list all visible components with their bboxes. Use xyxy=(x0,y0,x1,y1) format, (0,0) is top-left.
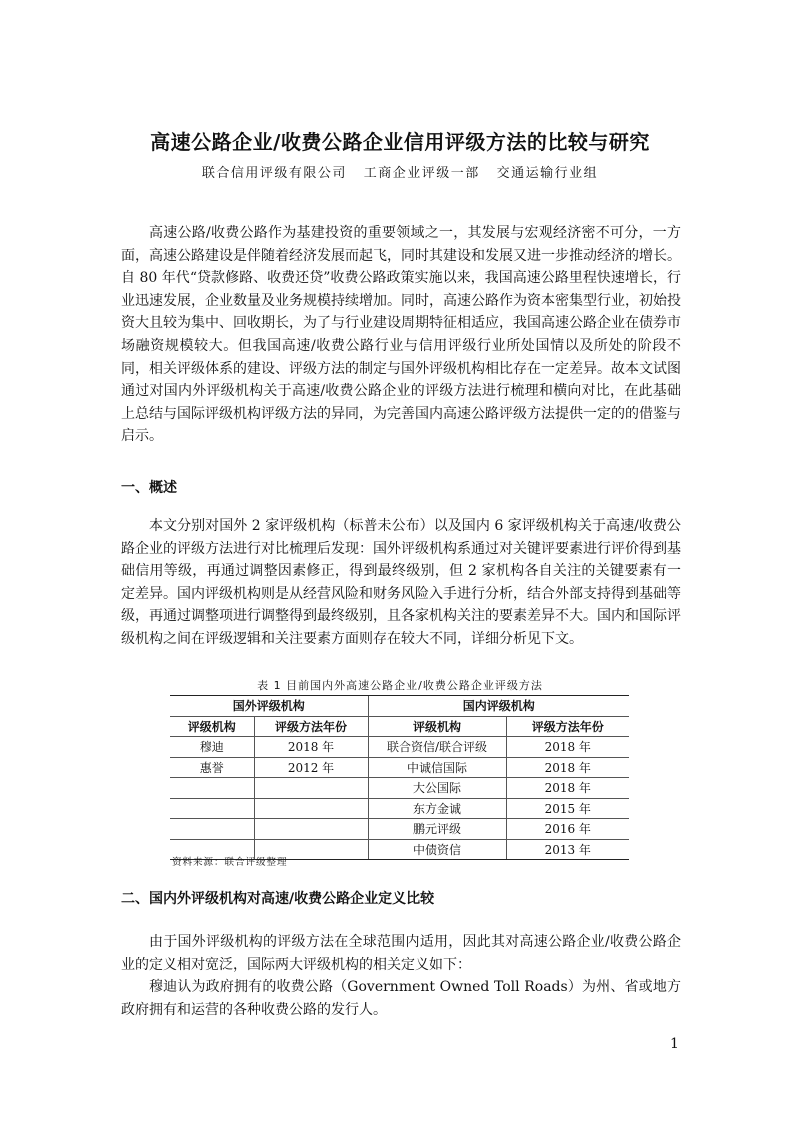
table-row xyxy=(170,757,629,778)
section-2-paragraph-2: 穆迪认为政府拥有的收费公路（Government Owned Toll Roads）为州、省或地方政府拥有和运营的各种收费公路的发行人。 xyxy=(121,979,681,1018)
domestic-year-cell: 2016 年 xyxy=(506,819,629,840)
document-title: 高速公路企业/收费公路企业信用评级方法的比较与研究 xyxy=(150,130,650,154)
table-column-header-row xyxy=(170,716,629,737)
column-header-agency: 评级机构 xyxy=(170,716,254,737)
section-2-paragraph-1: 由于国外评级机构的评级方法在全球范围内适用，因此其对高速公路企业/收费公路企业的定义相对宽泛，国际两大评级机构的相关定义如下： xyxy=(121,934,681,973)
foreign-agency-cell xyxy=(170,778,254,799)
domestic-agency-cell: 中债资信 xyxy=(368,839,506,860)
foreign-year-cell: 2018 年 xyxy=(254,737,368,758)
table-source-note: 资料来源：联合评级整理 xyxy=(172,857,288,868)
domestic-agency-cell: 中诚信国际 xyxy=(368,757,506,778)
section-2-heading: 二、国内外评级机构对高速/收费公路企业定义比较 xyxy=(121,891,435,907)
foreign-year-cell xyxy=(254,819,368,840)
foreign-year-cell: 2012 年 xyxy=(254,757,368,778)
column-header-agency: 评级机构 xyxy=(368,716,506,737)
domestic-agencies-header: 国内评级机构 xyxy=(368,696,629,717)
foreign-agency-cell xyxy=(170,798,254,819)
domestic-year-cell: 2018 年 xyxy=(506,757,629,778)
table-row xyxy=(170,798,629,819)
foreign-agencies-header: 国外评级机构 xyxy=(170,696,368,717)
intro-paragraph: 高速公路/收费公路作为基建投资的重要领域之一，其发展与宏观经济密不可分，一方面，高速公路建设是伴随着经济发展而起飞，同时其建设和发展又进一步推动经济的增长。自 80 年代“贷款修路、收费还贷”收费公路政策实施以来，我国高速公路里程快速增长，行业迅速发展，企业数量及业务规模持续增加。同时，高速公路作为资本密集型行业，初始投资大且较为集中、回收期长，为了与行业建设周期特征相适应，我国高速公路企业在债券市场融资规模较大。但我国高速/收费公路行业与信用评级行业所处国情以及所处的阶段不同，相关评级体系的建设、评级方法的制定与国外评级机构相比存在一定差异。故本文试图通过对国内外评级机构关于高速/收费公路企业的评级方法进行梳理和横向对比，在此基础上总结与国际评级机构评级方法的异同，为完善国内高速公路评级方法提供一定的的借鉴与启示。 xyxy=(121,225,681,445)
domestic-agency-cell: 鹏元评级 xyxy=(368,819,506,840)
column-header-year: 评级方法年份 xyxy=(254,716,368,737)
document-authors: 联合信用评级有限公司 工商企业评级一部 交通运输行业组 xyxy=(201,166,599,181)
section-1-heading: 一、概述 xyxy=(121,480,177,496)
rating-methods-table xyxy=(170,695,629,860)
foreign-year-cell xyxy=(254,798,368,819)
domestic-year-cell: 2013 年 xyxy=(506,839,629,860)
domestic-agency-cell: 东方金诚 xyxy=(368,798,506,819)
foreign-agency-cell: 穆迪 xyxy=(170,737,254,758)
foreign-agency-cell xyxy=(170,819,254,840)
domestic-year-cell: 2018 年 xyxy=(506,778,629,799)
table-group-header-row xyxy=(170,696,629,717)
section-1-paragraph: 本文分别对国外 2 家评级机构（标普未公布）以及国内 6 家评级机构关于高速/收费公路企业的评级方法进行对比梳理后发现：国外评级机构系通过对关键评要素进行评价得到基础信用等级，再通过调整因素修正，得到最终级别，但 2 家机构各自关注的关键要素有一定差异。国内评级机构则是从经营风险和财务风险入手进行分析，结合外部支持得到基础等级，再通过调整项进行调整得到最终级别，且各家机构关注的要素差异不大。国内和国际评级机构之间在评级逻辑和关注要素方面则存在较大不同，详细分析见下文。 xyxy=(121,518,681,647)
foreign-agency-cell: 惠誉 xyxy=(170,757,254,778)
table-caption: 表 1 目前国内外高速公路企业/收费公路企业评级方法 xyxy=(257,679,543,692)
domestic-year-cell: 2018 年 xyxy=(506,737,629,758)
table-row xyxy=(170,778,629,799)
table-row xyxy=(170,737,629,758)
foreign-year-cell xyxy=(254,778,368,799)
domestic-year-cell: 2015 年 xyxy=(506,798,629,819)
domestic-agency-cell: 大公国际 xyxy=(368,778,506,799)
table-row xyxy=(170,819,629,840)
page-number: 1 xyxy=(670,1036,679,1052)
domestic-agency-cell: 联合资信/联合评级 xyxy=(368,737,506,758)
column-header-year: 评级方法年份 xyxy=(506,716,629,737)
